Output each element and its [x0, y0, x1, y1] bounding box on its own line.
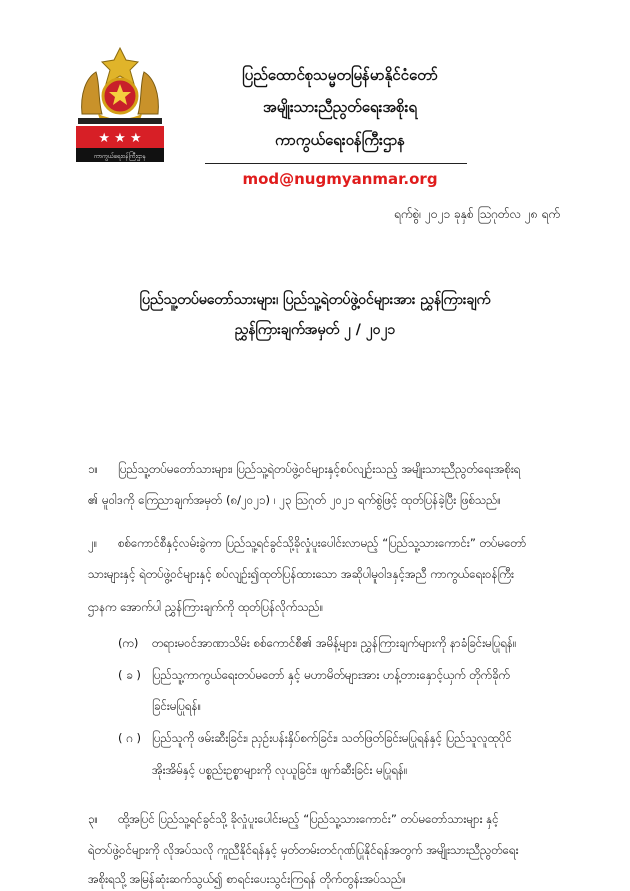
item-kha-text: ပြည်သူ့ကာကွယ်ရေးတပ်မတော် နှင့် မဟာမိတ်များအား ဟန့်တားနှောင့်ယှက် တိုက်ခိုက် [152, 668, 510, 682]
paragraph-3-line: ထို့အပြင် ပြည်သူ့ရင်ခွင်သို့ ခိုလှုံပူးပေါင်းမည့် “ပြည်သူ့သားကောင်း” တပ်မတော်သားများ နှင့် [118, 812, 499, 826]
item-ga-label: ( ဂ ) [118, 731, 142, 745]
document-date: ရက်စွဲ၊ ၂၀၂၁ ခုနှစ် ဩဂုတ်လ ၂၈ ရက် [393, 207, 560, 221]
paragraph-2-number: ၂။ [88, 536, 98, 550]
paragraph-1-line: ပြည်သူ့တပ်မတော်သားများ၊ ပြည်သူ့ရဲတပ်ဖွဲ့ဝင်များနှင့်စပ်လျဉ်းသည့် အမျိုးသားညီညွတ်ရေးအစိုးရ [118, 462, 521, 476]
paragraph-3-number: ၃။ [88, 812, 99, 826]
header-ministry-name: ကာကွယ်ရေးဝန်ကြီးဌာန [274, 131, 406, 149]
item-ga-text: ပြည်သူကို ဖမ်းဆီးခြင်း၊ ညှဉ်းပန်းနှိပ်စက်ခြင်း၊ သတ်ဖြတ်ခြင်းမပြုရန်နှင့် ပြည်သူလူထုပိုင် [152, 731, 512, 745]
paragraph-2-line: စစ်ကောင်စီနှင့်လမ်းခွဲကာ ပြည်သူ့ရင်ခွင်သို့ခိုလှုံပူးပေါင်းလာမည့် “ပြည်သူ့သားကောင်း” တပ်မတော် [118, 536, 527, 550]
paragraph-3-line: ရဲတပ်ဖွဲ့ဝင်များကို လိုအပ်သလို ကူညီနိုင်ရန်နှင့် မှတ်တမ်းတင်ဂုဏ်ပြုနိုင်ရန်အတွက် အမျိုးသားညီညွတ်ရေး [88, 843, 519, 857]
directive-number: ညွှန်ကြားချက်အမှတ် ၂ / ၂၀၂၁ [234, 322, 396, 338]
header-divider [205, 163, 467, 164]
item-ga-text: အိုးအိမ်နှင့် ပစ္စည်းဥစ္စာများကို လုယူခြင်း၊ ဖျက်ဆီးခြင်း မပြုရန်။ [152, 763, 408, 777]
item-ka-label: (က) [118, 636, 139, 650]
emblem-graphic [76, 44, 164, 164]
item-kha-text: ခြင်းမပြုရန်။ [152, 699, 202, 713]
emblem-caption: ကာကွယ်ရေးဝန်ကြီးဌာန [93, 153, 147, 160]
document-title: ပြည်သူ့တပ်မတော်သားများ၊ ပြည်သူ့ရဲတပ်ဖွဲ့ဝင်များအား ညွှန်ကြားချက် [139, 292, 491, 308]
header-country-name: ပြည်ထောင်စုသမ္မတမြန်မာနိုင်ငံတော် [242, 66, 438, 84]
header-email-link[interactable]: mod@nugmyanmar.org [242, 170, 438, 188]
paragraph-1-line: ၏ မူဝါဒကို ကြေညာချက်အမှတ် (၈/၂၀၂၁) ၊ ၂၃ ဩဂုတ် ၂၀၂၁ ရက်စွဲဖြင့် ထုတ်ပြန်ခဲ့ပြီး ဖြစ်သည်။ [88, 493, 501, 507]
item-ka-text: တရားမဝင်အာဏာသိမ်း စစ်ကောင်စီ၏ အမိန့်များ၊ ညွှန်ကြားချက်များကို နာခံခြင်းမပြုရန်။ [152, 636, 517, 650]
ministry-emblem [76, 44, 164, 164]
paragraph-2-line: ဌာနက အောက်ပါ ညွှန်ကြားချက်ကို ထုတ်ပြန်လိုက်သည်။ [88, 600, 324, 614]
item-kha-label: ( ခ ) [118, 668, 141, 682]
paragraph-2-line: သားများနှင့် ရဲတပ်ဖွဲ့ဝင်များနှင့် စပ်လျဉ်း၍ထုတ်ပြန်ထားသော အဆိုပါမူဝါဒနှင့်အညီ ကာကွယ်ရေးဝန်ကြီး [88, 567, 514, 581]
header-government-name: အမျိုးသားညီညွတ်ရေးအစိုးရ [263, 98, 417, 116]
paragraph-1-number: ၁။ [88, 462, 99, 476]
paragraph-3-line: အစိုးရသို့ အမြန်ဆုံးဆက်သွယ်၍ စာရင်းပေးသွင်းကြရန် တိုက်တွန်းအပ်သည်။ [88, 872, 406, 886]
emblem-stars: ★ ★ ★ [98, 131, 142, 146]
